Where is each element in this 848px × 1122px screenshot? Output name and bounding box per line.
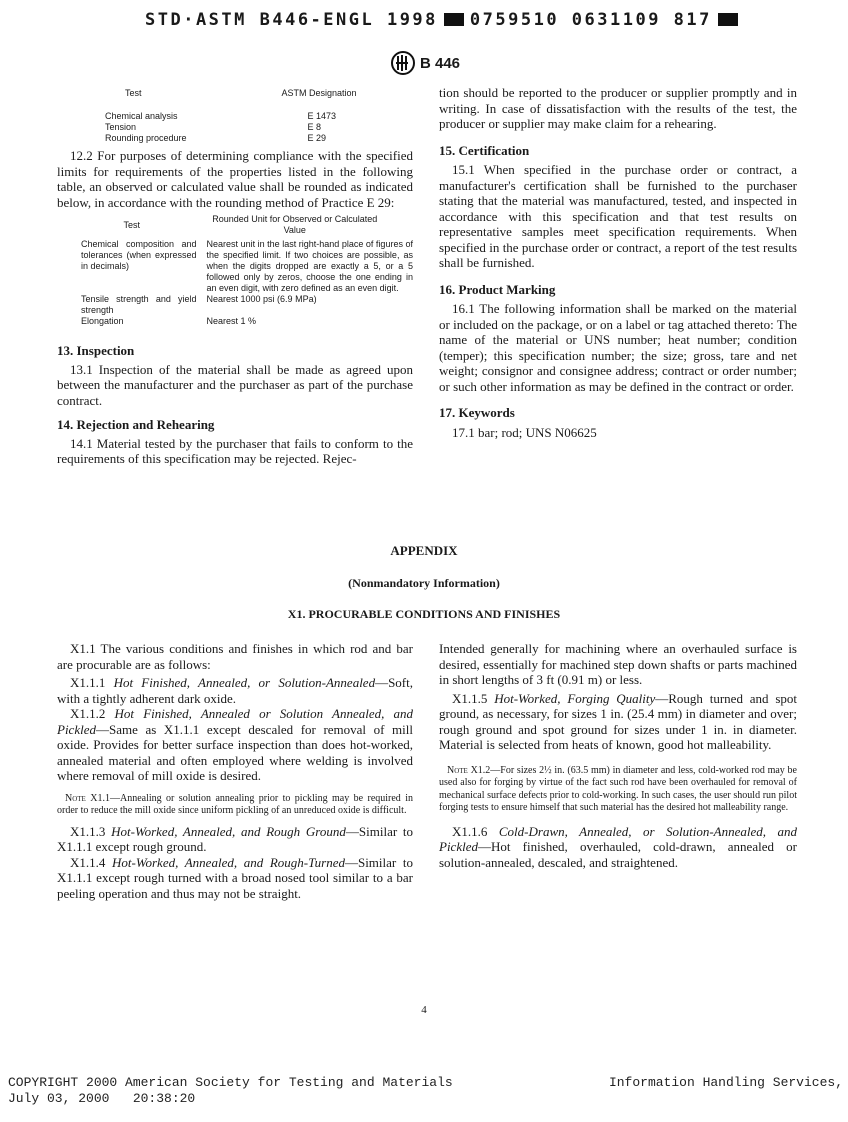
clause-number: X1.1.5 xyxy=(452,690,488,706)
table-cell: Nearest 1 % xyxy=(206,316,257,326)
table-header-row xyxy=(57,88,413,111)
clause-number: X1.1.3 xyxy=(70,823,106,839)
paragraph-x1-1-3 xyxy=(57,824,413,855)
clause-title: Hot Finished, Annealed or Solution Annealed, and Pickled xyxy=(57,706,414,737)
clause-text: —Hot finished, overhauled, cold-drawn, annealed or solution-annealed, descaled, and straightened. xyxy=(439,839,797,870)
paragraph-17-1: 17.1 bar; rod; UNS N06625 xyxy=(452,424,597,440)
table-cell: Nearest 1000 psi (6.9 MPa) xyxy=(206,294,317,304)
section-heading-17: 17. Keywords xyxy=(439,405,515,420)
table-cell: E 1473 xyxy=(307,111,336,121)
clause-title: Hot-Worked, Annealed, and Rough Ground xyxy=(111,823,346,839)
appendix-section-title: X1. PROCURABLE CONDITIONS AND FINISHES xyxy=(287,607,561,621)
paragraph-x1-1-5 xyxy=(439,691,797,753)
rounding-table xyxy=(57,214,413,327)
paragraph-x1-1: X1.1 The various conditions and finishes in which rod and bar are procurable are as follows: xyxy=(57,641,413,672)
appendix-subtitle: (Nonmandatory Information) xyxy=(348,576,500,590)
note-text: —Annealing or solution annealing prior to pickling may be required in order to reduce the mill oxide since uniform pickling of an unreduced oxide is difficult. xyxy=(57,792,413,816)
section-heading-14: 14. Rejection and Rehearing xyxy=(57,417,215,432)
clause-title: Hot-Worked, Forging Quality xyxy=(494,690,656,706)
clause-text: —Similar to X1.1.1 except rough turned with a broad nosed tool similar to a bar peeling operation and thus may not be straight. xyxy=(57,854,413,901)
paragraph-x1-1-1 xyxy=(57,675,413,706)
section-heading-13: 13. Inspection xyxy=(57,343,135,358)
paragraph-13-1: 13.1 Inspection of the material shall be made as agreed upon between the manufacturer and the purchaser as part of the purchase contract. xyxy=(57,361,413,408)
table-header-rounded-unit: Rounded Unit for Observed or Calculated Value xyxy=(212,214,378,235)
paragraph-x1-1-4 xyxy=(57,855,413,902)
footer-copyright: COPYRIGHT 2000 American Society for Testing and Materials xyxy=(8,1075,453,1090)
table-header-astm: ASTM Designation xyxy=(281,88,357,98)
table-cell: Nearest unit in the last right-hand place of figures of the specified limit. If two choices are possible, as when the digits dropped are exactly a 5, or a 5 followed only by zeros, choose the one ending in an even digit, with zero defined as an even digit. xyxy=(206,239,413,293)
table-row xyxy=(57,316,413,327)
note-x1-2 xyxy=(439,765,797,815)
clause-title: Hot Finished, Annealed, or Solution-Annealed xyxy=(113,675,376,690)
standard-code-line xyxy=(145,10,744,30)
note-x1-1 xyxy=(57,793,413,818)
paragraph-14-continued: tion should be reported to the producer or supplier promptly and in writing. In case of dissatisfaction with the results of the test, the producer or supplier may make claim for a rehearing. xyxy=(439,85,797,131)
paragraph-x1-1-2 xyxy=(57,706,413,784)
page-number: 4 xyxy=(421,1004,427,1016)
clause-text: —Same as X1.1.1 except descaled for removal of mill oxide. Provides for better surface inspection than does hot-worked, annealed material and often employed where welding is involved where removal of mill oxide is desired. xyxy=(57,721,413,783)
table-cell: E 29 xyxy=(307,133,326,143)
clause-number: X1.1.4 xyxy=(70,854,106,870)
table-header-test: Test xyxy=(123,220,141,230)
test-methods-table xyxy=(57,88,413,144)
note-text: —For sizes 2½ in. (63.5 mm) in diameter and less, cold-worked rod may be used also for forging by virtue of the fact such rod have been overhauled for removal of mechanical surface defects prior to cold-working. In such cases, the user should run pilot forging tests to ensure himself that such material has the desired hot malleability range. xyxy=(439,764,797,813)
note-label: Note X1.2 xyxy=(447,764,491,776)
paragraph-15-1: 15.1 When specified in the purchase order or contract, a manufacturer's certification shall be furnished to the purchaser stating that the material was manufactured, tested, and inspected in accordance with this specification and that test results on representative samples meet specification requirements. When specified in the purchase order or contract, a report of the test results shall be furnished. xyxy=(439,162,797,270)
table-row xyxy=(57,236,413,294)
paragraph-x1-1-4-continued: Intended generally for machining where an overhauled surface is desired, essentially for machined step down shafts or parts machined in short lengths of 3 ft (0.91 m) or less. xyxy=(439,641,797,687)
appendix-left-column xyxy=(57,641,413,901)
table-cell: Tension xyxy=(105,122,137,132)
table-row xyxy=(57,122,413,133)
clause-title: Cold-Drawn, Annealed, or Solution-Annealed, and Pickled xyxy=(439,823,798,854)
footer-date: July 03, 2000 20:38:20 xyxy=(8,1091,196,1106)
table-cell: Rounding procedure xyxy=(105,133,187,143)
note-label: Note X1.1 xyxy=(65,792,110,804)
table-cell: Chemical composition and tolerances (when expressed in decimals) xyxy=(81,239,197,271)
table-row xyxy=(57,133,413,144)
appendix-right-column xyxy=(439,641,797,870)
section-heading-16: 16. Product Marking xyxy=(439,281,556,297)
black-block-mark xyxy=(444,13,464,26)
paragraph-16-1: 16.1 The following information shall be marked on the material or included on the package, or on a label or tag attached thereto: The name of the material or UNS number; heat number; condition (temper); this specification number; the size; gross, tare and net weight; consignor and consignee address; contract or order number; or such other information as may be defined in the contract or order. xyxy=(439,301,797,394)
paragraph-12-2: 12.2 For purposes of determining compliance with the specified limits for requirements of the properties listed in the following table, an observed or calculated value shall be rounded as indicated below, in accordance with the rounding method of Practice E 29: xyxy=(57,148,413,210)
astm-logo-icon xyxy=(390,51,416,75)
std-code-a: STD·ASTM B446-ENGL 1998 xyxy=(145,10,438,30)
std-code-b: 0759510 0631109 817 xyxy=(469,10,712,30)
clause-text: —Soft, with a tightly adherent dark oxide. xyxy=(57,675,413,706)
designation: B 446 xyxy=(420,54,461,72)
black-block-mark xyxy=(718,13,738,26)
footer-ihs: Information Handling Services, xyxy=(608,1075,843,1090)
paragraph-14-1: 14.1 Material tested by the purchaser that fails to conform to the requirements of this specification may be rejected. Rejec- xyxy=(57,435,413,466)
copyright-footer xyxy=(8,1075,843,1107)
left-column xyxy=(57,88,413,467)
clause-number: X1.1.6 xyxy=(452,823,488,839)
clause-number: X1.1.1 xyxy=(70,675,106,690)
table-header-row xyxy=(57,214,413,236)
table-cell: Elongation xyxy=(81,316,124,326)
table-cell: E 8 xyxy=(307,122,321,132)
paragraph-x1-1-6 xyxy=(439,824,797,871)
clause-title: Hot-Worked, Annealed, and Rough-Turned xyxy=(112,854,345,870)
astm-header xyxy=(390,51,460,75)
clause-text: —Similar to X1.1.1 except rough ground. xyxy=(57,823,414,854)
clause-text: —Rough turned and spot ground, as necessary, for sizes 1 in. (25.4 mm) in diameter and over; rough ground and spot ground for sizes under 1 in. in diameter. Material is selected from heats of known, good hot malleability. xyxy=(439,690,798,752)
table-cell: Chemical analysis xyxy=(105,111,178,121)
clause-number: X1.1.2 xyxy=(70,706,106,721)
appendix-title: APPENDIX xyxy=(390,543,458,558)
section-heading-15: 15. Certification xyxy=(439,142,530,158)
table-row xyxy=(57,111,413,122)
table-header-test: Test xyxy=(125,88,142,98)
table-row xyxy=(57,294,413,316)
right-column xyxy=(439,85,797,440)
table-cell: Tensile strength and yield strength xyxy=(81,294,197,315)
